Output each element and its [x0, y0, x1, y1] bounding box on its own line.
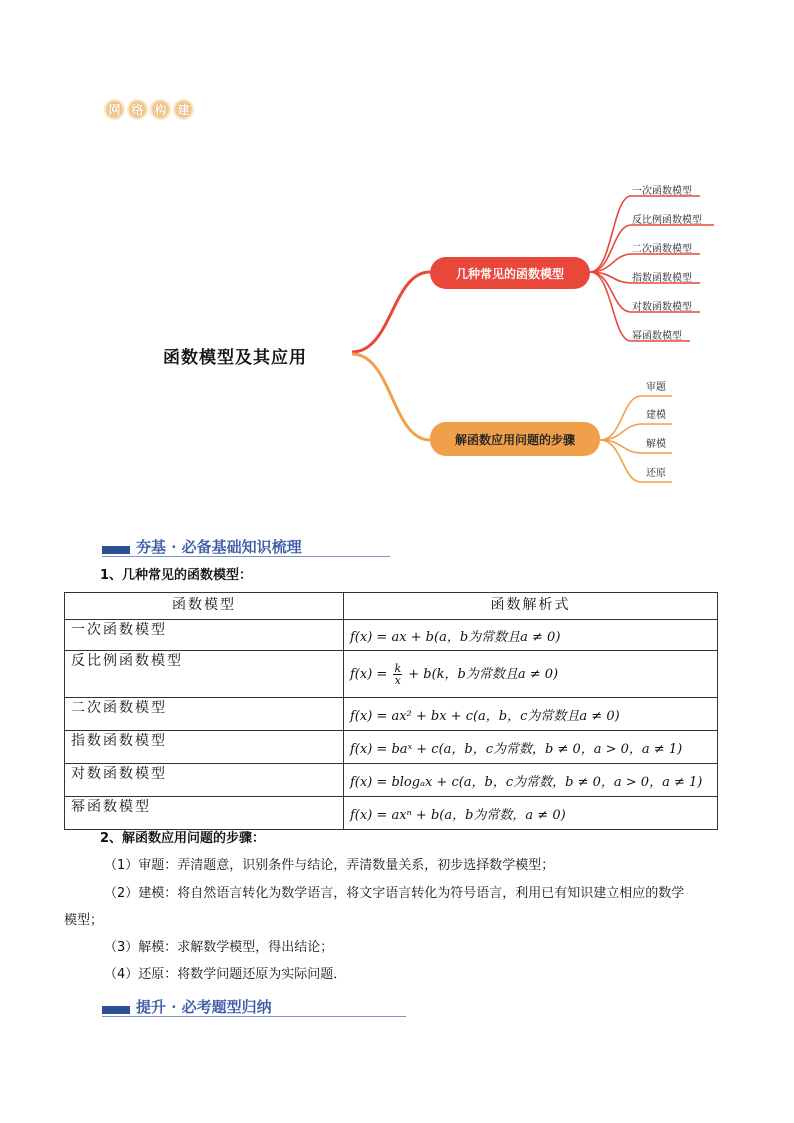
heading-function-models: 1、几种常见的函数模型：	[100, 568, 253, 583]
mindmap-leaf: 还原	[646, 468, 666, 479]
table-row	[65, 797, 718, 830]
mindmap-leaf: 对数函数模型	[632, 302, 692, 313]
mindmap-branch-function-models: 几种常见的函数模型	[430, 257, 590, 289]
mindmap-leaf: 审题	[646, 382, 666, 393]
mindmap-root: 函数模型及其应用	[163, 348, 307, 368]
mindmap-leaf: 解模	[646, 439, 666, 450]
model-formula	[350, 661, 559, 687]
formula-part: + b(k，b为常数且a ≠ 0)	[404, 666, 559, 682]
section-header-basics	[102, 536, 392, 560]
table-row	[65, 698, 718, 731]
table-row	[65, 731, 718, 764]
mindmap-branch-solving-steps: 解函数应用问题的步骤	[430, 422, 600, 456]
fraction-denominator: x	[394, 673, 401, 687]
step-item: （4）还原：将数学问题还原为实际问题．	[104, 967, 347, 982]
section-title: 夯基 · 必备基础知识梳理	[136, 538, 302, 556]
table-row	[65, 620, 718, 651]
model-formula: f(x) = ax² + bx + c(a，b，c为常数且a ≠ 0)	[350, 708, 620, 724]
model-name: 幂函数模型	[65, 797, 344, 830]
table-header-row	[65, 593, 718, 620]
model-formula: f(x) = ax + b(a，b为常数且a ≠ 0)	[350, 629, 561, 645]
badge-char: 建	[173, 99, 194, 120]
model-name: 指数函数模型	[65, 731, 344, 764]
mindmap-leaf: 指数函数模型	[632, 273, 692, 284]
table-header-cell: 函数模型	[65, 593, 344, 620]
model-name: 对数函数模型	[65, 764, 344, 797]
formula-fraction	[393, 663, 402, 686]
model-formula: f(x) = baˣ + c(a，b，c为常数，b ≠ 0，a > 0，a ≠ 1)	[350, 741, 683, 757]
step-item: （2）建模：将自然语言转化为数学语言，将文字语言转化为符号语言，利用已有知识建立相应的数学	[104, 886, 685, 901]
function-model-table	[64, 592, 718, 830]
step-item: （3）解模：求解数学模型，得出结论；	[104, 940, 334, 955]
step-item-continuation: 模型；	[64, 913, 104, 928]
mindmap-connectors	[0, 0, 794, 520]
table-row	[65, 651, 718, 698]
table-header-cell: 函数解析式	[344, 593, 718, 620]
model-name: 二次函数模型	[65, 698, 344, 731]
model-name: 一次函数模型	[65, 620, 344, 651]
section-bar	[102, 546, 130, 554]
formula-part: f(x) =	[350, 666, 392, 682]
mindmap-leaf: 幂函数模型	[632, 331, 682, 342]
heading-solving-steps: 2、解函数应用问题的步骤：	[100, 831, 266, 846]
mindmap-leaf: 二次函数模型	[632, 244, 692, 255]
model-name: 反比例函数模型	[65, 651, 344, 698]
section-header-question-types	[102, 996, 408, 1020]
step-item: （1）审题：弄清题意，识别条件与结论，弄清数量关系，初步选择数学模型；	[104, 858, 555, 873]
model-formula: f(x) = blogₐx + c(a，b，c为常数，b ≠ 0，a > 0，a ≠ 1)	[350, 774, 703, 790]
badge-char: 络	[127, 99, 148, 120]
section-underline	[102, 556, 390, 557]
fraction-numerator: k	[394, 661, 402, 675]
badge-char: 网	[104, 99, 125, 120]
section-bar	[102, 1006, 130, 1014]
model-formula: f(x) = axⁿ + b(a，b为常数，a ≠ 0)	[350, 807, 566, 823]
badge-char: 构	[150, 99, 171, 120]
mindmap-leaf: 反比例函数模型	[632, 215, 702, 226]
section-underline	[102, 1016, 406, 1017]
section-title: 提升 · 必考题型归纳	[136, 998, 272, 1016]
mindmap-leaf: 建模	[646, 410, 666, 421]
table-row	[65, 764, 718, 797]
mindmap-leaf: 一次函数模型	[632, 186, 692, 197]
